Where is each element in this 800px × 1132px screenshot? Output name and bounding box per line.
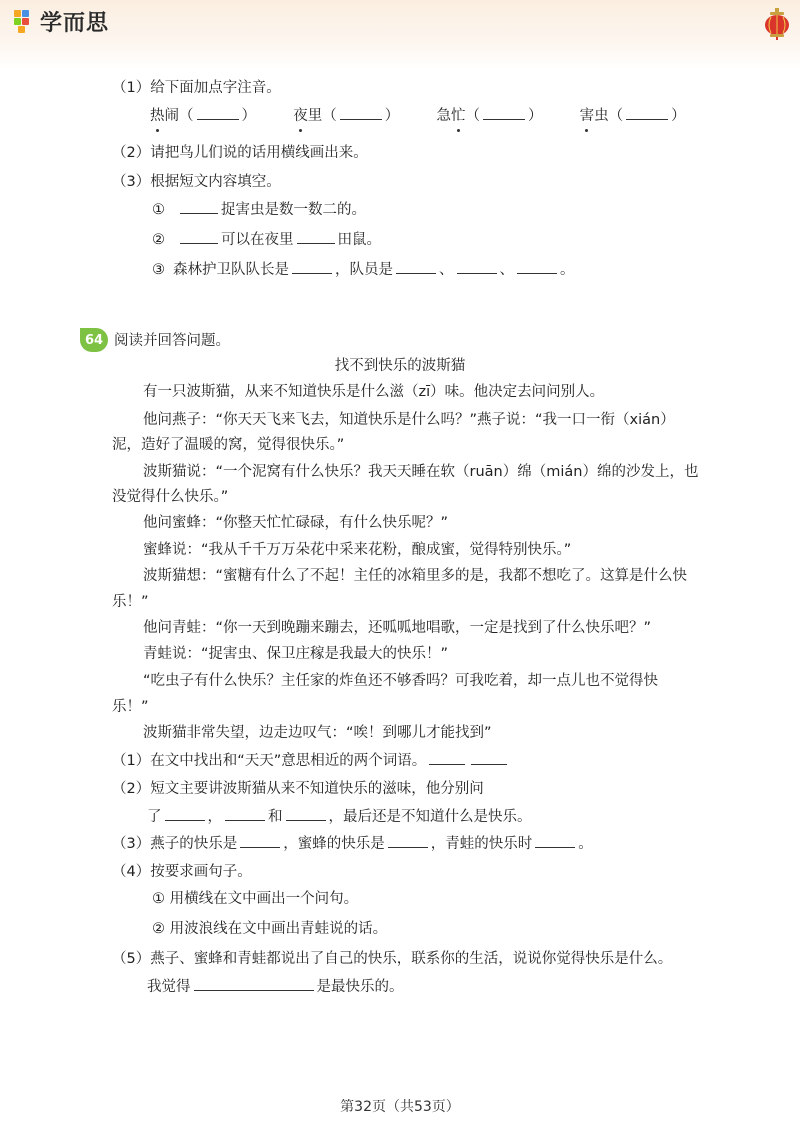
passage-line: 乐！” — [112, 699, 149, 715]
sub-question-3: （3）燕子的快乐是 ，蜜蜂的快乐是 ，青蛙的快乐时 。 — [112, 833, 593, 854]
sub-question-2-cont: 了 ， 和 ，最后还是不知道什么是快乐。 — [147, 806, 532, 827]
answer-blank[interactable] — [197, 105, 239, 120]
word-3: 急忙（ ） — [436, 108, 542, 124]
passage-line: 有一只波斯猫，从来不知道快乐是什么滋（zī）味。他决定去问问别人。 — [143, 384, 605, 400]
question-prompt: 阅读并回答问题。 — [114, 333, 230, 349]
sub-question-5-answer: 我觉得 是最快乐的。 — [147, 976, 404, 997]
passage-line: 乐！” — [112, 594, 149, 610]
fill-1: ① 捉害虫是数一数二的。 — [152, 199, 366, 220]
answer-blank[interactable] — [297, 229, 335, 244]
sub-question-4-2: ② 用波浪线在文中画出青蛙说的话。 — [152, 921, 388, 937]
answer-blank[interactable] — [396, 259, 436, 274]
answer-blank[interactable] — [194, 976, 314, 991]
q-sub3: （3）根据短文内容填空。 — [112, 174, 281, 190]
answer-blank[interactable] — [535, 833, 575, 848]
passage-line: 波斯猫非常失望，边走边叹气：“唉！到哪儿才能找到” — [143, 725, 492, 741]
passage-line: 蜜蜂说：“我从千千万万朵花中采来花粉，酿成蜜，觉得特别快乐。” — [143, 542, 572, 558]
sub-question-5: （5）燕子、蜜蜂和青蛙都说出了自己的快乐，联系你的生活，说说你觉得快乐是什么。 — [112, 951, 673, 967]
logo-mark-icon — [14, 8, 36, 34]
question-number-badge: 64 — [80, 328, 108, 352]
passage-line: 他问蜜蜂：“你整天忙忙碌碌，有什么快乐呢？” — [143, 515, 449, 531]
answer-blank[interactable] — [225, 806, 265, 821]
answer-blank[interactable] — [340, 105, 382, 120]
sub-question-4: （4）按要求画句子。 — [112, 864, 252, 880]
answer-blank[interactable] — [388, 833, 428, 848]
answer-blank[interactable] — [240, 833, 280, 848]
logo — [14, 6, 109, 36]
word-1: 热闹（ ） — [150, 108, 256, 124]
passage-line: 他问燕子：“你天天飞来飞去，知道快乐是什么吗？”燕子说：“我一口一衔（xián） — [143, 412, 675, 428]
word-4: 害虫（ ） — [580, 108, 686, 124]
answer-blank[interactable] — [429, 750, 465, 765]
passage-title: 找不到快乐的波斯猫 — [334, 358, 466, 374]
fill-2: ② 可以在夜里 田鼠。 — [152, 229, 381, 250]
sub-question-2: （2）短文主要讲波斯猫从来不知道快乐的滋味，他分别问 — [112, 781, 484, 797]
answer-blank[interactable] — [517, 259, 557, 274]
answer-blank[interactable] — [286, 806, 326, 821]
passage-line: 波斯猫想：“蜜糖有什么了不起！主任的冰箱里多的是，我都不想吃了。这算是什么快 — [143, 568, 688, 584]
passage-line: 泥，造好了温暖的窝，觉得很快乐。” — [112, 437, 345, 453]
q-sub1: （1）给下面加点字注音。 — [112, 80, 281, 96]
passage-line: “吃虫子有什么快乐？主任家的炸鱼还不够香吗？可我吃着，却一点儿也不觉得快 — [143, 673, 659, 689]
answer-blank[interactable] — [180, 229, 218, 244]
logo-text: 学而思 — [40, 10, 110, 36]
answer-blank[interactable] — [292, 259, 332, 274]
sub-question-4-1: ① 用横线在文中画出一个问句。 — [152, 891, 359, 907]
answer-blank[interactable] — [471, 750, 507, 765]
page-header — [0, 0, 800, 70]
pinyin-row — [150, 105, 686, 126]
answer-blank[interactable] — [180, 199, 218, 214]
passage-line: 波斯猫说：“一个泥窝有什么快乐？我天天睡在软（ruān）绵（mián）绵的沙发上，也 — [143, 464, 699, 480]
answer-blank[interactable] — [165, 806, 205, 821]
fill-3: ③ 森林护卫队队长是 ，队员是 、 、 。 — [152, 259, 575, 280]
q-sub2: （2）请把鸟儿们说的话用横线画出来。 — [112, 145, 368, 161]
answer-blank[interactable] — [626, 105, 668, 120]
passage-line: 没觉得什么快乐。” — [112, 489, 229, 505]
sub-question-1: （1）在文中找出和“天天”意思相近的两个词语。 — [112, 750, 510, 771]
passage-line: 他问青蛙：“你一天到晚蹦来蹦去，还呱呱地唱歌，一定是找到了什么快乐吧？” — [143, 620, 652, 636]
answer-blank[interactable] — [483, 105, 525, 120]
answer-blank[interactable] — [457, 259, 497, 274]
passage-line: 青蛙说：“捉害虫、保卫庄稼是我最大的快乐！” — [143, 646, 449, 662]
lantern-icon — [764, 8, 790, 40]
page-number: 第32页（共53页） — [340, 1099, 460, 1115]
word-2: 夜里（ ） — [293, 108, 399, 124]
